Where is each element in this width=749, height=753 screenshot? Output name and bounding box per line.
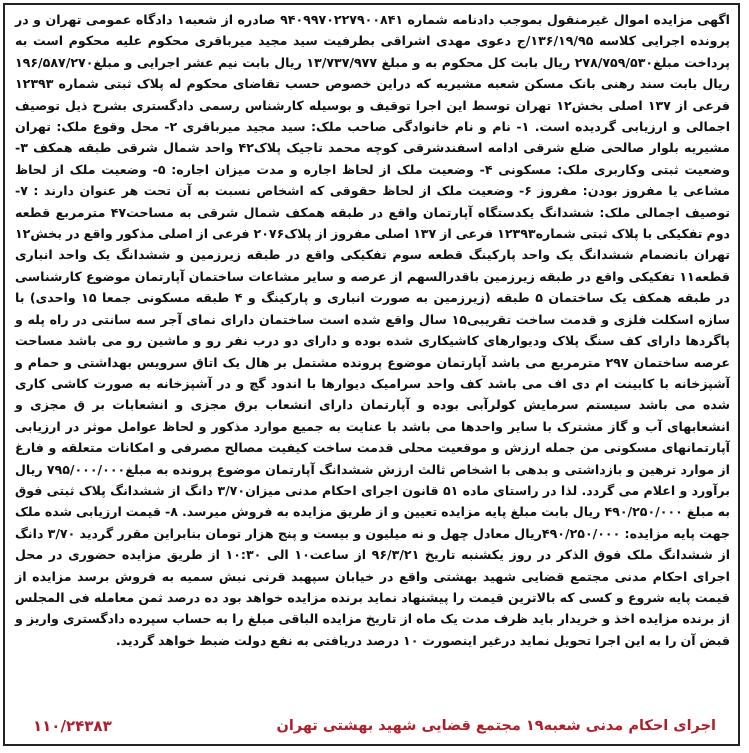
auction-notice <box>3 3 740 746</box>
notice-body-text: اگهی مزایده اموال غیرمنقول بموجب دادنامه شماره ۹۴۰۹۹۷۰۲۲۷۹۰۰۸۴۱ صادره از شعبه۱ دادگاه عمومی تهران و در پرونده اجرایی کلاسه ۱۳۶/۱۹/۹۵/ج دعوی مهدی اشراقی بطرفیت سید مجید میرباقری محکوم علیه محکوم است به پرداخت مبلغ۲۷۸/۷۵۹/۵۳۰ ریال بابت کل محکوم به و مبلغ ۱۳/۷۳۷/۹۷۷ ریال بابت نیم عشر اجرایی و مبلغ۱۹۶/۵۸۷/۲۷۰ ریال بابت سند رهنی بانک مسکن شعبه مشیریه که دراین خصوص حسب تقاضای محکوم له پلاک ثبتی شماره ۱۲۳۹۳ فرعی از ۱۳۷ اصلی بخش۱۲ تهران توسط این اجرا توقیف و بوسیله کارشناس رسمی دادگستری بشرح ذیل توصیف اجمالی و ارزیابی گردیده است. ۱- نام و نام خانوادگی صاحب ملک: سید مجید میرباقری ۲- محل وقوع ملک: تهران مشیریه بلوار صالحی ضلع شرقی ادامه اسفندشرقی کوچه محمد تاجیک پلاک۴۲ واحد شمال شرقی طبقه همکف ۳- وضعیت ثبتی وکاربری ملک: مسکونی ۴- وضعیت ملک از لحاظ اجاره و مدت میزان اجاره: ۵- وضعیت ملک از لحاظ مشاعی یا مفروز بودن: مفروز ۶- وضعیت ملک از لحاظ حقوقی که اشخاص نسبت به آن تحت هر عنوان دارند : ۷- توصیف اجمالی ملک: ششدانگ یکدستگاه آپارتمان واقع در طبقه همکف شمال شرقی به مساحت۴۷ مترمربع قطعه دوم تفکیکی با پلاک ثبتی شماره۱۲۳۹۳ فرعی از ۱۳۷ اصلی مفروز از پلاک۲۰۷۶ فرعی از اصلی مذکور واقع در بخش۱۲ تهران بانضمام ششدانگ یک واحد پارکینگ قطعه سوم تفکیکی واقع در طبقه زیرزمین و ششدانگ یک واحد انباری قطعه۱۱ تفکیکی واقع در طبقه زیرزمین باقدرالسهم از عرصه و سایر مشاعات ساختمان آپارتمان موضوع کارشناسی در طبقه همکف یک ساختمان ۵ طبقه (زیرزمین به صورت انباری و پارکینگ و ۴ طبقه مسکونی جمعا ۱۵ واحدی) با سازه اسکلت فلزی و قدمت ساخت تقریبی۱۵ سال واقع شده است ساختمان دارای نمای آجر سه سانتی در راه پله و پاگردها دارای کف سنگ پلاک ودیوارهای کاشیکاری شده بوده و دارای دو درب نفر رو و ماشین رو می باشد مساحت عرصه ساختمان ۲۹۷ مترمربع می باشد آپارتمان موضوع پرونده مشتمل بر هال یک اتاق سرویس بهداشتی و حمام و آشپزخانه با کابینت ام دی اف می باشد کف واحد سرامیک دیوارها با اندود گچ و در آشپزخانه به صورت کاشی کاری شده می باشد سیستم سرمایش کولرآبی بوده و آپارتمان دارای انشعاب برق مجزی و انشعابات بر ق مجزی و انشعابهای آب و گاز مشترک با سایر واحدها می باشد با عنایت به جمیع موارد مذکور و لحاظ عوامل موثر در ارزیابی آپارتمانهای مسکونی من جمله ارزش و موقعیت محلی قدمت ساخت کیفیت مصالح مصرفی و امکانات متعلقه و فارغ از موارد ترهین و بازداشتی و بدهی با اشخاص ثالث ارزش ششدانگ آپارتمان موضوع پرونده به مبلغ۷۹۵/۰۰۰/۰۰۰ ریال برآورد و اعلام می گردد. لذا در راستای ماده ۵۱ قانون اجرای احکام مدنی میزان۳/۷۰ دانگ از ششدانگ پلاک ثبتی فوق به مبلغ ۴۹۰/۲۵۰/۰۰۰ ریال بابت مبلغ پایه مزایده تعیین و از طریق مزایده به فروش میرسد. ۸- قیمت ارزیابی شده ملک جهت پایه مزایده: ۴۹۰/۲۵۰/۰۰۰ریال معادل چهل و نه میلیون و بیست و پنج هزار تومان بنابراین مقرر گردید ۳/۷۰ دانگ از ششدانگ ملک فوق الذکر در روز یکشنبه تاریخ ۹۶/۳/۲۱ از ساعت۱۰ الی ۱۰:۳۰ از طریق مزایده حضوری در محل اجرای احکام مدنی مجتمع قضایی شهید بهشتی واقع در خیابان سپهبد قرنی نبش سمیه به فروش برسد مزایده از قیمت پایه شروع و کسی که بالاترین قیمت را پیشنهاد نماید برنده مزایده خواهد بود ده درصد ثمن معامله فی المجلس از برنده مزایده اخذ و خریدار باید ظرف مدت یک ماه از تاریخ مزایده الباقی مبلغ را به حساب سپرده دادگستری واریز و قبض آن را به این اجرا تحویل نماید درغیر اینصورت ۱۰ درصد دریافتی به نفع دولت ضبط خواهد گردید. <box>15 12 731 648</box>
issuing-office: اجرای احکام مدنی شعبه۱۹ مجتمع قضایی شهید بهشتی تهران <box>276 718 716 734</box>
reference-number: ۱۱۰/۲۴۳۸۳ <box>33 717 112 735</box>
notice-footer <box>33 711 716 741</box>
